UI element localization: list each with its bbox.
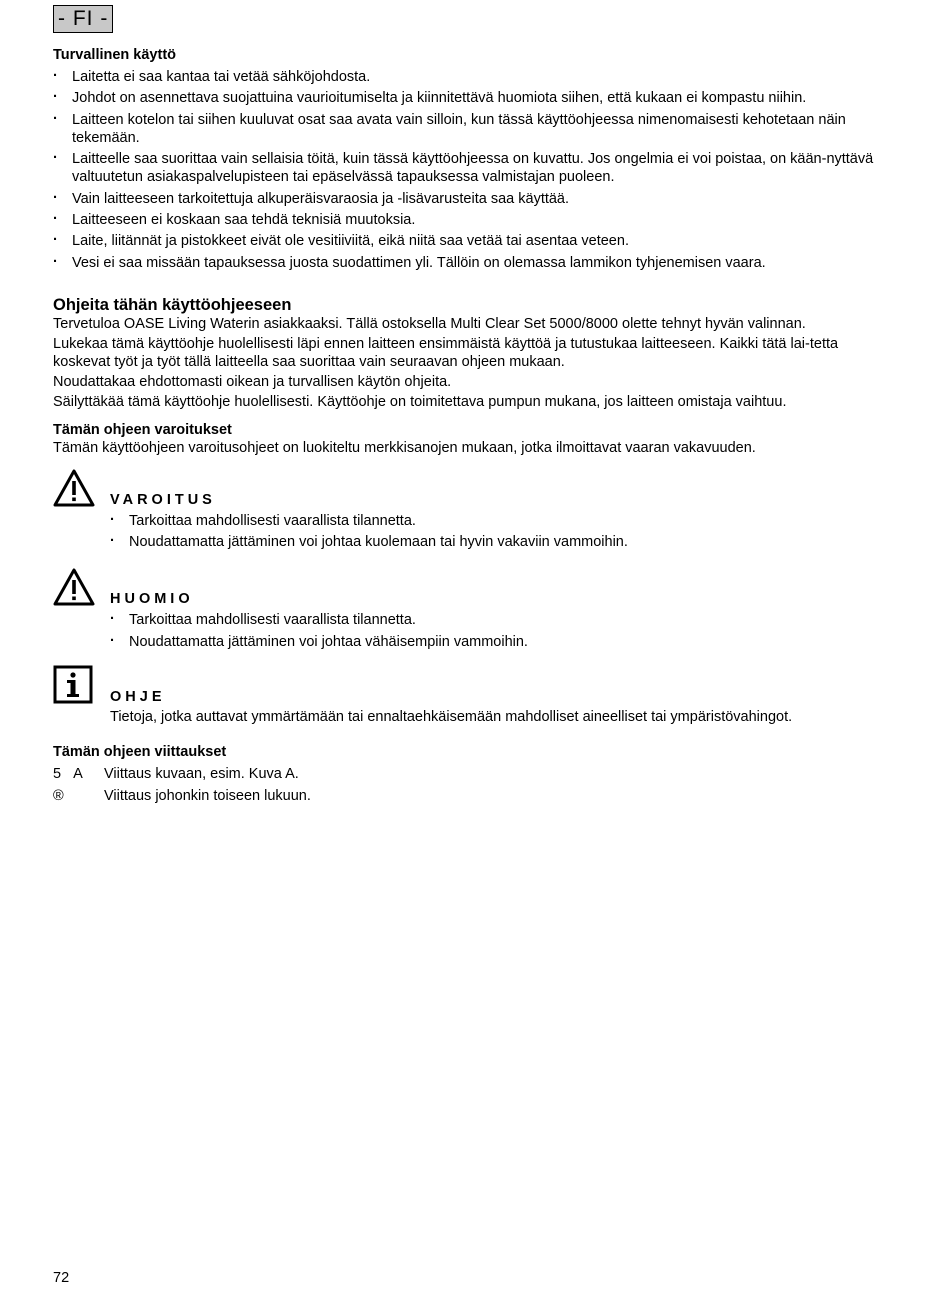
safety-item: · Laite, liitännät ja pistokkeet eivät ole vesitiiviitä, eikä niitä saa vetää tai asentaa veteen.	[53, 232, 893, 250]
warnings-section	[53, 421, 893, 726]
warning-label: VAROITUS	[110, 491, 216, 508]
info-icon	[53, 665, 95, 705]
caution-label: HUOMIO	[110, 591, 194, 608]
warning-item: · Tarkoittaa mahdollisesti vaarallista tilannetta.	[110, 512, 893, 530]
warning-notice	[53, 469, 893, 551]
guide-paragraph: Tervetuloa OASE Living Waterin asiakkaaksi. Tällä ostoksella Multi Clear Set 5000/8000 olette tehnyt hyvän valinnan.	[53, 315, 806, 332]
references-heading: Tämän ohjeen viittaukset	[53, 743, 227, 760]
safety-item: · Laitteelle saa suorittaa vain sellaisia töitä, kuin tässä käyttöohjeessa on kuvattu. Jos ongelmia ei voi poistaa, on kään-nyttävä valtuutetun asiakaspalvelupisteen tai epäselvässä tapauksessa valmistajan puoleen.	[53, 150, 893, 186]
guide-paragraph: Lukekaa tämä käyttöohje huolellisesti läpi ennen laitteen ensimmäistä käyttöä ja tutustukaa laitteeseen. Kaikki tätä lai-tetta koskevat työt ja työt tällä laitteella saa suorittaa vain seuraavan ohjeen mukaan.	[53, 335, 839, 370]
guide-heading: Ohjeita tähän käyttöohjeeseen	[53, 295, 292, 314]
caution-list	[110, 611, 893, 650]
note-notice	[53, 665, 893, 726]
language-tab: - FI -	[53, 5, 113, 33]
guide-section	[53, 295, 893, 411]
guide-paragraph: Säilyttäkää tämä käyttöohje huolellisesti. Käyttöohje on toimitettava pumpun mukana, jos laitteen omistaja vaihtuu.	[53, 393, 787, 410]
warning-item: · Noudattamatta jättäminen voi johtaa kuolemaan tai hyvin vakaviin vammoihin.	[110, 533, 893, 551]
safety-list	[53, 68, 893, 272]
safety-item: · Vain laitteeseen tarkoitettuja alkuperäisvaraosia ja -lisävarusteita saa käyttää.	[53, 190, 893, 208]
warning-triangle-icon	[53, 568, 95, 608]
reference-key-letter: A	[73, 765, 83, 782]
safety-item: · Laitteeseen ei koskaan saa tehdä teknisiä muutoksia.	[53, 211, 893, 229]
reference-text: Viittaus johonkin toiseen lukuun.	[104, 787, 311, 804]
safety-section	[53, 46, 893, 272]
safety-item: · Vesi ei saa missään tapauksessa juosta suodattimen yli. Tällöin on olemassa lammikon tyhjenemisen vaara.	[53, 254, 893, 272]
reference-row	[53, 787, 893, 805]
warnings-intro: Tämän käyttöohjeen varoitusohjeet on luokiteltu merkkisanojen mukaan, jotka ilmoittavat vaaran vakavuuden.	[53, 439, 756, 456]
document-page	[53, 5, 893, 809]
references-list	[53, 765, 893, 805]
reference-text: Viittaus kuvaan, esim. Kuva A.	[104, 765, 299, 782]
page-number: 72	[53, 1270, 70, 1286]
reference-key: ®	[53, 787, 64, 804]
reference-key: 5	[53, 765, 62, 782]
caution-item: · Noudattamatta jättäminen voi johtaa vähäisempiin vammoihin.	[110, 633, 893, 651]
warning-triangle-icon	[53, 469, 95, 509]
caution-notice	[53, 568, 893, 650]
safety-heading: Turvallinen käyttö	[53, 47, 177, 63]
note-label: OHJE	[110, 688, 166, 705]
reference-row	[53, 765, 893, 783]
safety-item: · Laitetta ei saa kantaa tai vetää sähköjohdosta.	[53, 68, 893, 86]
warnings-heading: Tämän ohjeen varoitukset	[53, 421, 232, 438]
references-section	[53, 743, 893, 805]
guide-paragraph: Noudattakaa ehdottomasti oikean ja turvallisen käytön ohjeita.	[53, 373, 452, 390]
safety-item: · Laitteen kotelon tai siihen kuuluvat osat saa avata vain silloin, kun tässä käyttöohjeessa nimenomaisesti kehotetaan näin tekemään.	[53, 111, 893, 147]
safety-item: · Johdot on asennettava suojattuina vaurioitumiselta ja kiinnitettävä huomiota siihen, että kukaan ei kompastu niihin.	[53, 89, 893, 107]
caution-item: · Tarkoittaa mahdollisesti vaarallista tilannetta.	[110, 611, 893, 629]
warning-list	[110, 512, 893, 551]
note-text: Tietoja, jotka auttavat ymmärtämään tai ennaltaehkäisemään mahdolliset aineelliset tai ympäristövahingot.	[110, 708, 793, 725]
